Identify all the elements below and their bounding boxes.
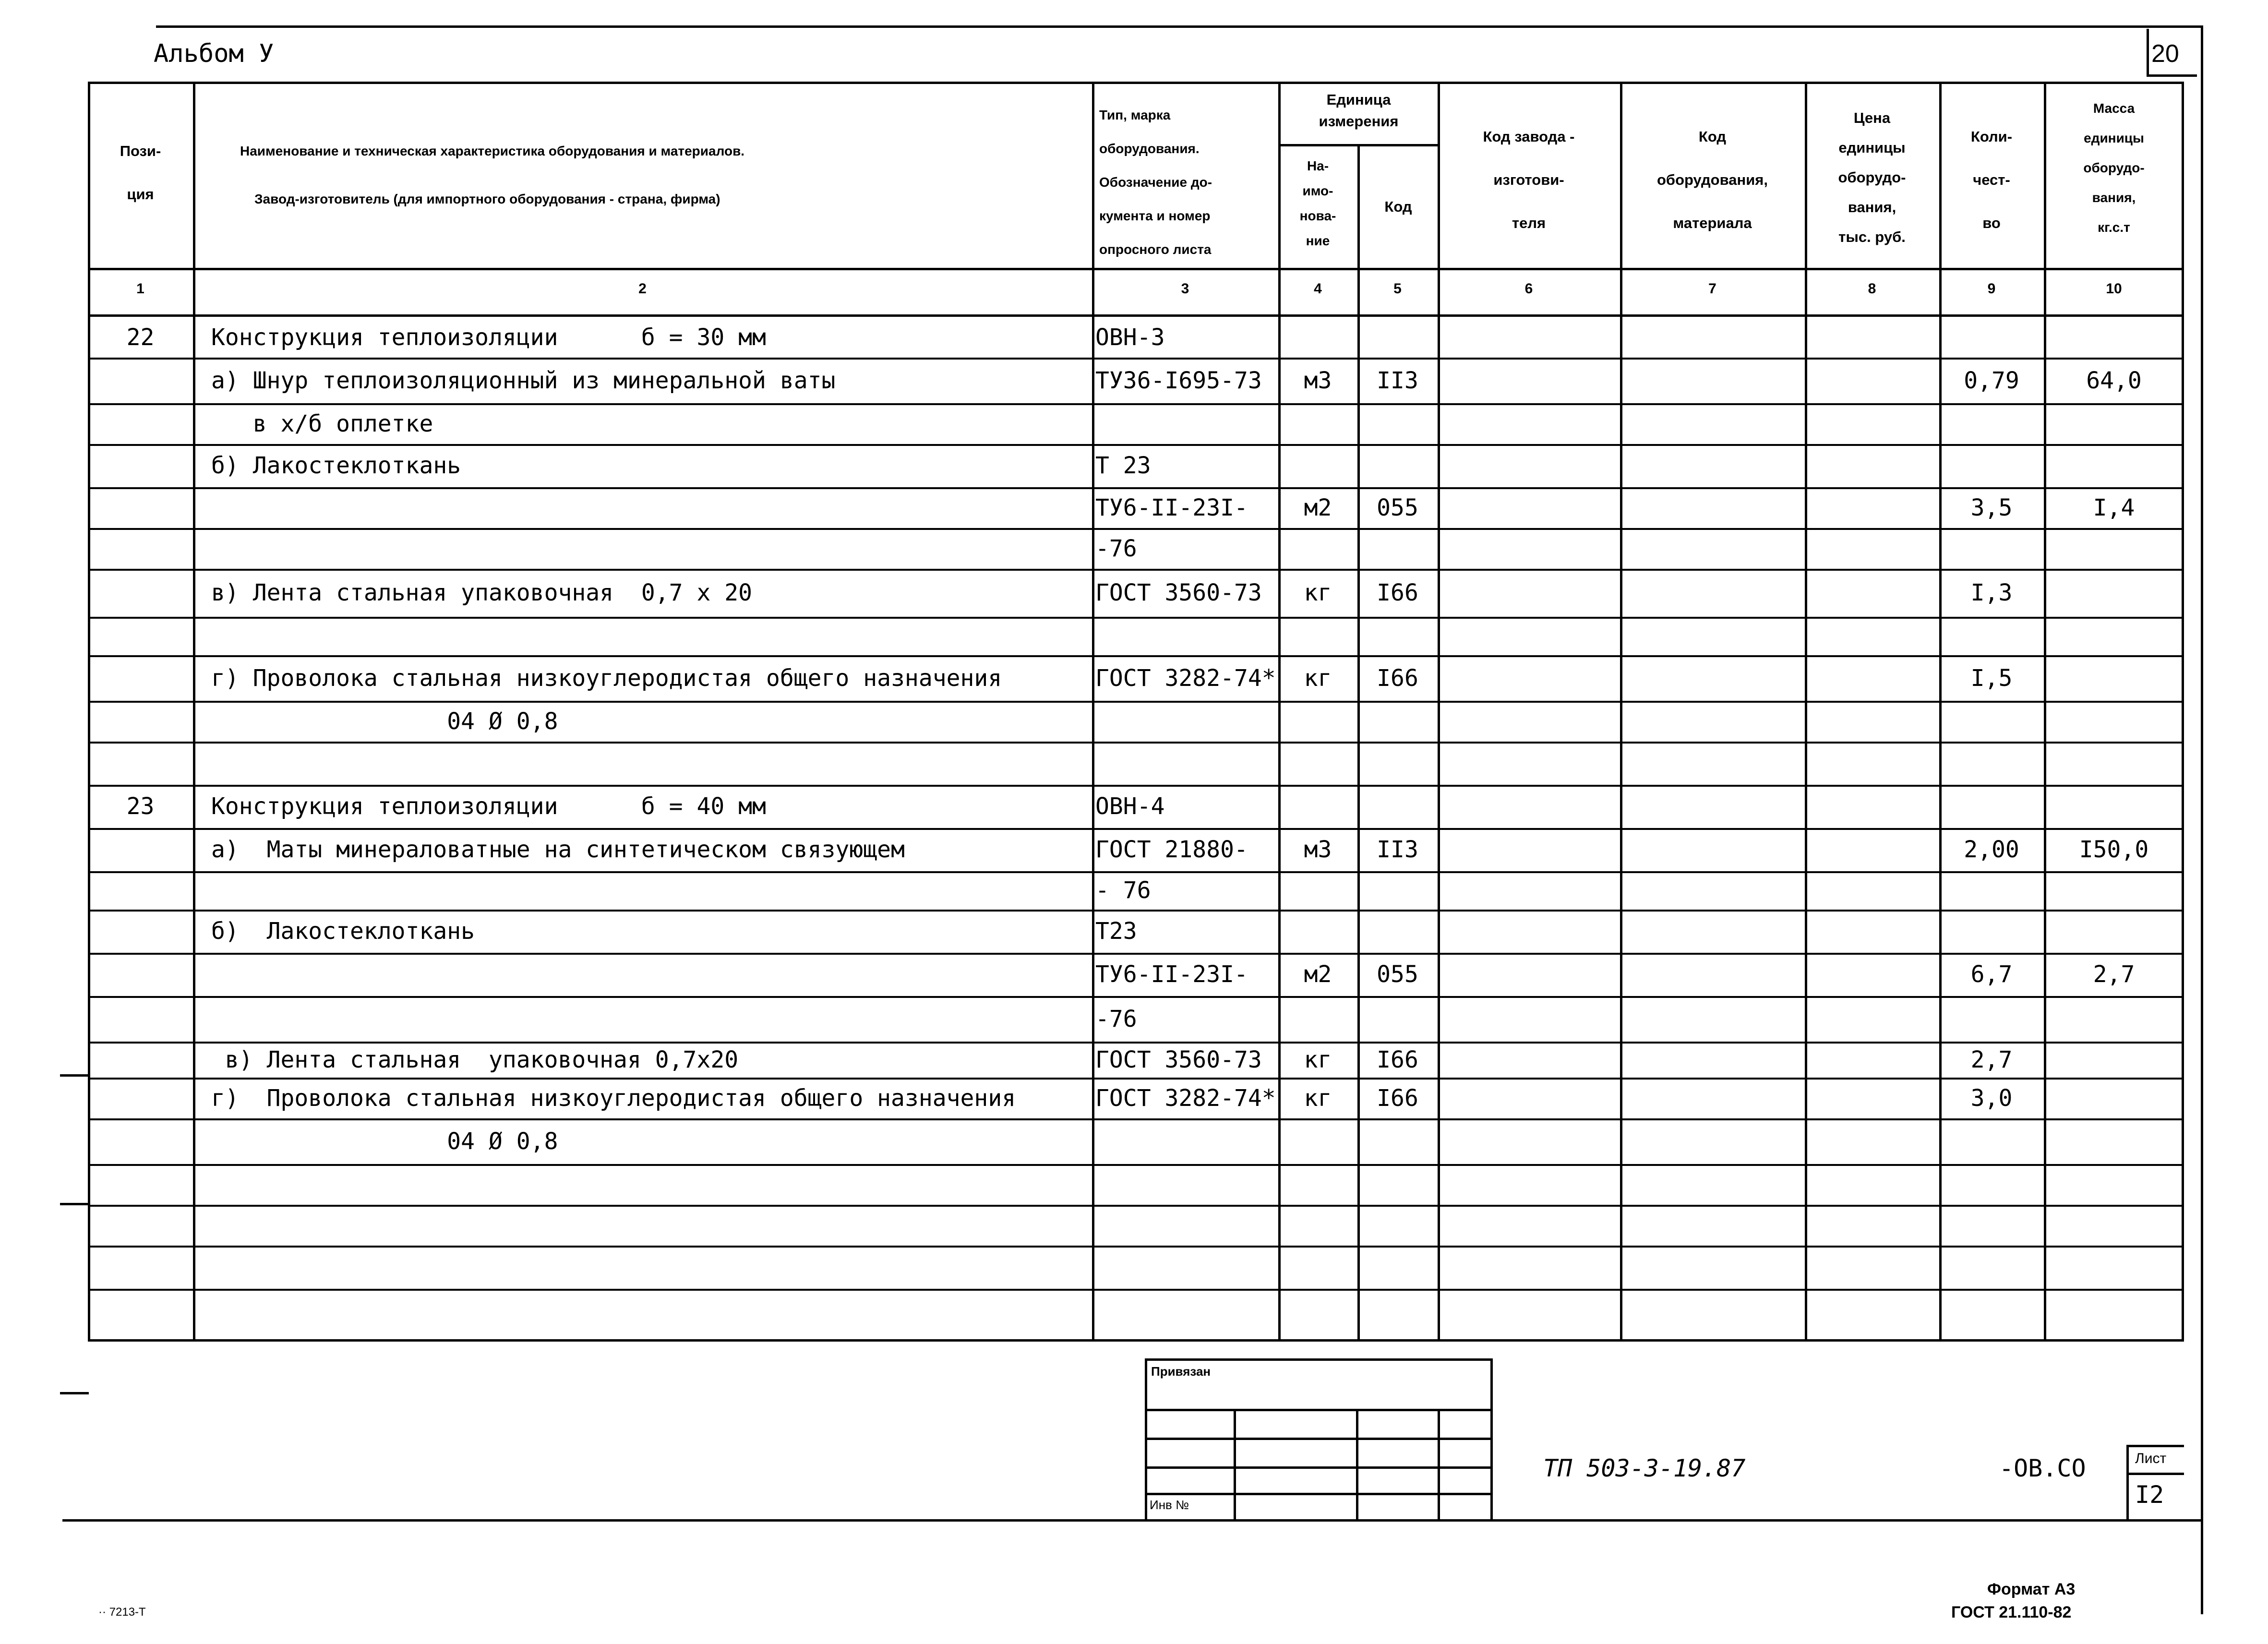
row-line (88, 871, 2184, 873)
row-type: Т 23 (1095, 452, 1151, 479)
row-line (88, 655, 2184, 657)
col-number: 10 (2106, 281, 2122, 297)
header-unit-name: На- имо- нова- ние (1299, 158, 1336, 248)
row-code: 055 (1377, 494, 1418, 521)
col-line (1620, 82, 1622, 1342)
row-unit: м2 (1304, 961, 1332, 988)
stamp-doc-suffix: -ОВ.СО (1999, 1454, 2086, 1482)
stamp-line (1145, 1438, 1493, 1440)
margin-tick (60, 1074, 89, 1077)
stamp-attached-label: Привязан (1151, 1364, 1211, 1379)
row-mass: 2,7 (2093, 961, 2135, 988)
stamp-sheet-line (2126, 1473, 2184, 1475)
stamp-line (1145, 1409, 1493, 1411)
header-mass: Масса единицы оборудо- вания, кг.с.т (2083, 101, 2145, 235)
row-line (88, 742, 2184, 744)
row-type: ОВН-3 (1095, 324, 1165, 351)
row-name: б) Лакостеклоткань (211, 918, 475, 945)
col-number: 5 (1393, 281, 1402, 297)
row-code: I66 (1377, 579, 1418, 606)
row-type: ГОСТ 3560-73 (1095, 1046, 1262, 1073)
header-equipment-code: Код оборудования, материала (1656, 128, 1768, 231)
header-unit-group: Единица измерения (1319, 91, 1399, 130)
row-line (88, 701, 2184, 703)
header-position: Пози- ция (120, 143, 161, 203)
row-unit: кг (1304, 1084, 1332, 1112)
col-number: 2 (638, 281, 647, 297)
header-unit-code: Код (1384, 198, 1412, 215)
row-qty: 0,79 (1964, 367, 2019, 394)
row-type: Т23 (1095, 918, 1137, 945)
row-line (88, 617, 2184, 619)
row-code: 055 (1377, 961, 1418, 988)
header-type: Тип, марка оборудования. Обозначение до- кумента и номер опросного листа (1099, 108, 1212, 257)
row-type: -76 (1095, 535, 1137, 562)
row-line (88, 828, 2184, 830)
stamp-doc-code: ТП 503-3-19.87 (1543, 1454, 1746, 1482)
col-number: 8 (1868, 281, 1876, 297)
bottom-border (62, 1519, 2203, 1522)
row-mass: I50,0 (2079, 836, 2149, 863)
footer-format: Формат А3 (1987, 1580, 2076, 1598)
row-line (88, 358, 2184, 360)
footer-gost: ГОСТ 21.110-82 (1951, 1603, 2072, 1621)
stamp-sheet-number: I2 (2135, 1481, 2164, 1509)
col-line (1438, 82, 1440, 1342)
row-line (88, 996, 2184, 998)
row-unit: кг (1304, 664, 1332, 692)
stamp-inv-label: Инв № (1150, 1498, 1189, 1512)
stamp-attached-box (1145, 1358, 1493, 1522)
row-line (88, 953, 2184, 955)
row-code: II3 (1377, 836, 1418, 863)
header-factory-code: Код завода - изготови- теля (1483, 128, 1575, 231)
row-name: в) Лента стальная упаковочная 0,7 х 20 (211, 579, 753, 606)
row-type: ОВН-4 (1095, 793, 1165, 820)
stamp-vline (1234, 1409, 1236, 1522)
right-border (2201, 25, 2203, 1614)
row-unit: м3 (1304, 367, 1332, 394)
row-qty: I,3 (1970, 579, 2013, 606)
row-mass: 64,0 (2086, 367, 2142, 394)
row-line (88, 528, 2184, 530)
row-name: в х/б оплетке (211, 410, 433, 437)
row-type: -76 (1095, 1005, 1137, 1032)
row-unit: м2 (1304, 494, 1332, 521)
col-number: 6 (1524, 281, 1533, 297)
col-number: 1 (136, 281, 144, 297)
row-name: г) Проволока стальная низкоуглеродистая общего назначения (211, 664, 1002, 692)
row-qty: 3,5 (1970, 494, 2013, 521)
col-number: 4 (1314, 281, 1322, 297)
row-line (88, 403, 2184, 405)
row-qty: 3,0 (1970, 1084, 2013, 1112)
header-name: Наименование и техническая характеристика оборудования и материалов. Завод-изготовитель (для импортного оборудования - страна, фирма) (240, 144, 745, 206)
row-name: а) Шнур теплоизоляционный из минеральной ваты (211, 367, 836, 394)
row-code: I66 (1377, 664, 1418, 692)
top-border (156, 25, 2203, 28)
row-code: I66 (1377, 1046, 1418, 1073)
row-qty: 2,00 (1964, 836, 2019, 863)
stamp-sheet-label: Лист (2135, 1451, 2167, 1466)
col-number: 9 (1987, 281, 1996, 297)
row-name: 04 Ø 0,8 (211, 1128, 558, 1155)
row-unit: кг (1304, 1046, 1332, 1073)
row-type: ГОСТ 3560-73 (1095, 579, 1262, 606)
row-line (88, 1246, 2184, 1248)
album-title: Альбом У (154, 39, 274, 68)
row-pos: 22 (126, 324, 155, 351)
stamp-vline (1356, 1409, 1358, 1522)
row-line (88, 487, 2184, 489)
row-line (88, 1289, 2184, 1291)
row-type: - 76 (1095, 877, 1151, 904)
col-number: 7 (1708, 281, 1716, 297)
row-type: ТУ6-II-23I- (1095, 494, 1248, 521)
stamp-vline (1438, 1409, 1440, 1522)
row-type: ГОСТ 21880- (1095, 836, 1248, 863)
row-name: б) Лакостеклоткань (211, 452, 461, 479)
stamp-line (1145, 1466, 1493, 1469)
row-name: а) Маты минераловатные на синтетическом связующем (211, 836, 905, 863)
header-price: Цена единицы оборудо- вания, тыс. руб. (1838, 109, 1906, 245)
col-line (193, 82, 195, 1342)
row-name: Конструкция теплоизоляции б = 30 мм (211, 324, 766, 351)
row-name: г) Проволока стальная низкоуглеродистая общего назначения (211, 1084, 1016, 1112)
row-qty: 2,7 (1970, 1046, 2013, 1073)
row-line (88, 1118, 2184, 1120)
row-line (88, 1164, 2184, 1166)
row-line (88, 1205, 2184, 1207)
row-type: ТУ36-I695-73 (1095, 367, 1262, 394)
row-line (88, 1078, 2184, 1080)
row-line (88, 785, 2184, 787)
col-line (1092, 82, 1094, 1342)
footer-left-mark: ·· 7213-Т (98, 1606, 146, 1619)
row-line (88, 910, 2184, 912)
row-pos: 23 (126, 793, 155, 820)
row-type: ГОСТ 3282-74* (1095, 1084, 1276, 1112)
row-mass: I,4 (2093, 494, 2135, 521)
row-unit: кг (1304, 579, 1332, 606)
row-code: II3 (1377, 367, 1418, 394)
margin-tick (60, 1392, 89, 1394)
stamp-line (1145, 1493, 1493, 1495)
header-quantity: Коли- чест- во (1970, 128, 2013, 231)
col-line (1278, 82, 1281, 1342)
colnum-bottom-line (88, 314, 2184, 317)
col-line (1805, 82, 1807, 1342)
row-name: в) Лента стальная упаковочная 0,7х20 (211, 1046, 739, 1073)
row-type: ГОСТ 3282-74* (1095, 664, 1276, 692)
col-line (2044, 82, 2046, 1342)
col-line (1939, 82, 1942, 1342)
row-line (88, 444, 2184, 446)
row-qty: 6,7 (1970, 961, 2013, 988)
row-type: ТУ6-II-23I- (1095, 961, 1248, 988)
row-name: Конструкция теплоизоляции б = 40 мм (211, 793, 766, 820)
row-line (88, 569, 2184, 571)
header-bottom-line (88, 268, 2184, 270)
col-number: 3 (1181, 281, 1189, 297)
row-code: I66 (1377, 1084, 1418, 1112)
margin-tick (60, 1203, 89, 1205)
row-name: 04 Ø 0,8 (211, 708, 558, 735)
row-unit: м3 (1304, 836, 1332, 863)
row-qty: I,5 (1970, 664, 2013, 692)
page-number: 20 (2151, 40, 2179, 68)
